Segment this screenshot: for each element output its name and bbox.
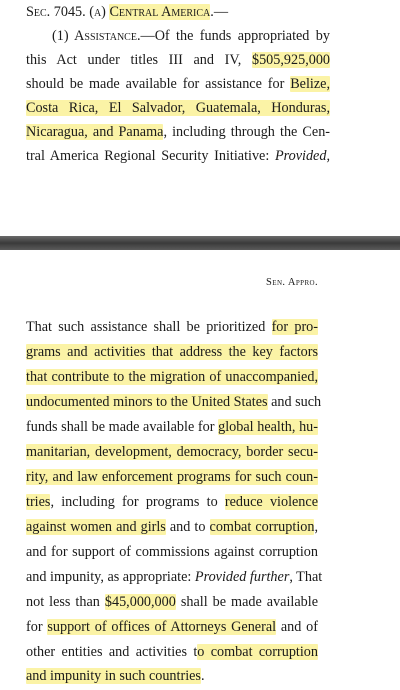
amount-highlight: $45,000,000	[104, 594, 176, 610]
paragraph-label: (1) Assistance	[52, 28, 137, 44]
paragraph-dash: .—	[136, 28, 155, 44]
text-line	[26, 590, 318, 614]
text-span: and of	[276, 619, 318, 635]
text-span: should be made available for assistance for	[26, 76, 285, 92]
running-header: Sen. Appro.	[266, 277, 318, 288]
text-span: shall be made available	[175, 594, 318, 610]
page-divider	[0, 236, 400, 250]
text-line	[26, 48, 330, 72]
text-line	[26, 365, 318, 389]
text-span: Of the funds appropriated by	[154, 28, 330, 44]
country-highlight: Nicaragua, and Panama	[26, 124, 164, 140]
text-line	[26, 640, 318, 664]
text-span: and impunity, as appropriate:	[26, 569, 192, 585]
country-highlight: Costa Rica, El Salvador, Guatemala, Honduras,	[26, 100, 330, 116]
text-line	[26, 315, 318, 339]
text-line	[26, 540, 318, 564]
text-span: ,	[314, 519, 318, 535]
text-highlight: combat corruption	[209, 519, 315, 535]
text-line	[26, 490, 318, 514]
text-span: and such	[267, 394, 322, 410]
text-line	[26, 144, 330, 168]
text-line	[26, 96, 330, 120]
text-highlight: o combat corruption	[197, 644, 318, 660]
text-span: , including for programs to	[50, 494, 218, 510]
text-highlight: that contribute to the migration of unaccompanied,	[26, 369, 318, 385]
text-span: tral America Regional Security Initiative:	[26, 148, 270, 164]
text-span: this Act under titles III and IV,	[26, 52, 242, 68]
text-highlight: undocumented minors to the United States	[26, 394, 268, 410]
text-span: and to	[165, 519, 206, 535]
text-line	[26, 664, 205, 688]
italic-text: Provided,	[274, 148, 330, 164]
text-highlight: and impunity in such countries	[26, 668, 201, 684]
text-line	[26, 340, 318, 364]
section-heading: Central America	[109, 4, 211, 20]
italic-text: Provided further	[194, 569, 290, 585]
text-line	[26, 390, 322, 414]
text-span: , That	[289, 569, 323, 585]
document-page-top	[0, 0, 400, 236]
section-number: Sec. 7045. (a)	[26, 4, 106, 20]
text-span: other entities and activities t	[26, 644, 198, 660]
text-line	[26, 615, 318, 639]
text-highlight: reduce violence	[224, 494, 318, 510]
text-highlight: for pro-	[271, 319, 318, 335]
country-highlight: Belize,	[290, 76, 330, 92]
heading-dash: .—	[210, 4, 228, 20]
section-heading-line	[26, 0, 228, 24]
text-span: That such assistance shall be prioritized	[26, 319, 266, 335]
text-highlight: global health, hu-	[218, 419, 318, 435]
text-span: , including through the Cen-	[163, 124, 331, 140]
text-span: funds shall be made available for	[26, 419, 215, 435]
text-highlight: rity, and law enforcement programs for such coun-	[26, 469, 318, 485]
text-line	[26, 440, 318, 464]
text-highlight: manitarian, development, democracy, border secu-	[26, 444, 318, 460]
text-line	[52, 24, 330, 48]
text-span: for	[26, 619, 43, 635]
text-line	[26, 120, 330, 144]
text-highlight: support of offices of Attorneys General	[47, 619, 277, 635]
amount-highlight: $505,925,000	[251, 52, 331, 68]
text-span: not less than	[26, 594, 100, 610]
text-line	[26, 72, 330, 96]
text-line	[26, 515, 318, 539]
text-highlight: grams and activities that address the key factors	[26, 344, 318, 360]
text-highlight: against women and girls	[26, 519, 166, 535]
text-line	[26, 465, 318, 489]
text-line	[26, 415, 318, 439]
text-span: and for support of commissions against corruption	[26, 544, 318, 560]
text-span: .	[200, 668, 205, 684]
text-line	[26, 565, 323, 589]
text-highlight: tries	[26, 494, 51, 510]
